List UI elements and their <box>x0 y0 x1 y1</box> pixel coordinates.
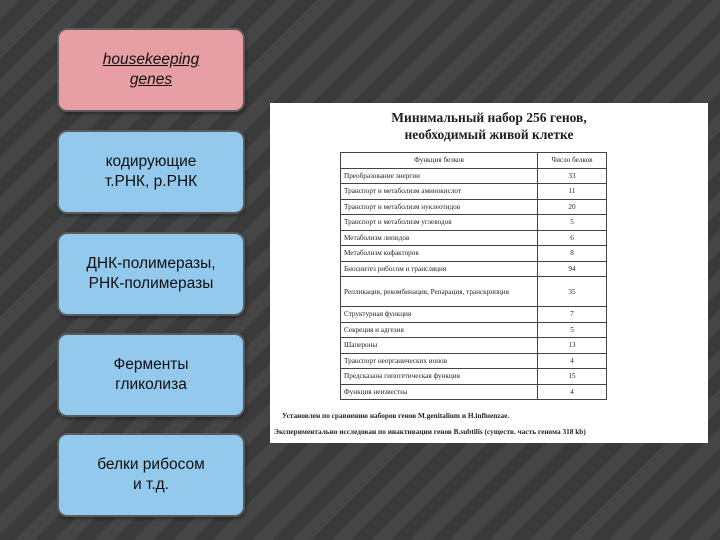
function-cell: Секреция и адгезия <box>341 322 538 338</box>
function-cell: Биосинтез рибосом и трансляция <box>341 261 538 277</box>
glycolysis-enzymes-card <box>57 333 245 417</box>
table-header-row <box>341 153 607 169</box>
function-cell: Функция неизвестна <box>341 384 538 400</box>
count-cell: 35 <box>538 277 607 307</box>
table-row <box>341 322 607 338</box>
table-row <box>341 307 607 323</box>
card-label: housekeeping genes <box>102 51 200 88</box>
table-row <box>341 277 607 307</box>
count-cell: 94 <box>538 261 607 277</box>
table-row <box>341 184 607 200</box>
function-cell: Предсказана гипотетическая функция <box>341 369 538 385</box>
document-title: Минимальный набор 256 генов, необходимый живой клетке <box>391 110 587 142</box>
table-row <box>341 199 607 215</box>
count-cell: 6 <box>538 230 607 246</box>
table-row <box>341 246 607 262</box>
count-cell: 5 <box>538 215 607 231</box>
function-cell: Транспорт и метаболизм нуклеотидов <box>341 199 538 215</box>
count-cell: 33 <box>538 168 607 184</box>
gene-function-table <box>340 152 607 400</box>
count-cell: 4 <box>538 384 607 400</box>
table-row <box>341 338 607 354</box>
table-row <box>341 168 607 184</box>
count-cell: 20 <box>538 199 607 215</box>
table-row <box>341 261 607 277</box>
function-cell: Структурная функция <box>341 307 538 323</box>
function-cell: Транспорт неорганических ионов <box>341 353 538 369</box>
function-cell: Метаболизм липидов <box>341 230 538 246</box>
function-cell: Транспорт и метаболизм углеводов <box>341 215 538 231</box>
table-row <box>341 369 607 385</box>
rna-coding-card <box>57 130 245 214</box>
count-cell: 5 <box>538 322 607 338</box>
polymerases-card <box>57 232 245 316</box>
function-cell: Метаболизм кофакторов <box>341 246 538 262</box>
column-header-function: Функция белков <box>341 153 538 169</box>
card-label: кодирующие т.РНК, р.РНК <box>104 153 198 190</box>
housekeeping-genes-card <box>57 28 245 112</box>
function-cell: Репликация, рекомбинация, Репарация, транскрипция <box>341 277 538 307</box>
card-label: белки рибосом и т.д. <box>97 456 205 493</box>
count-cell: 4 <box>538 353 607 369</box>
count-cell: 8 <box>538 246 607 262</box>
card-label: Ферменты гликолиза <box>113 356 189 393</box>
count-cell: 15 <box>538 369 607 385</box>
footnote-comparison: Установлен по сравнению наборов генов M.genitalium и H.influenzae. <box>282 411 510 420</box>
table-row <box>341 230 607 246</box>
scanned-table-image <box>270 103 708 443</box>
ribosomal-proteins-card <box>57 433 245 517</box>
count-cell: 11 <box>538 184 607 200</box>
card-label: ДНК-полимеразы, РНК-полимеразы <box>86 255 216 292</box>
function-cell: Преобразование энергии <box>341 168 538 184</box>
table-row <box>341 384 607 400</box>
table-row <box>341 215 607 231</box>
column-header-count: Число белков <box>538 153 607 169</box>
table-row <box>341 353 607 369</box>
count-cell: 13 <box>538 338 607 354</box>
count-cell: 7 <box>538 307 607 323</box>
function-cell: Транспорт и метаболизм аминокислот <box>341 184 538 200</box>
footnote-experimental: Экспериментально исследован по инактивации генов B.subtilis (существ. часть генома 318 kb) <box>274 427 586 436</box>
function-cell: Шапероны <box>341 338 538 354</box>
